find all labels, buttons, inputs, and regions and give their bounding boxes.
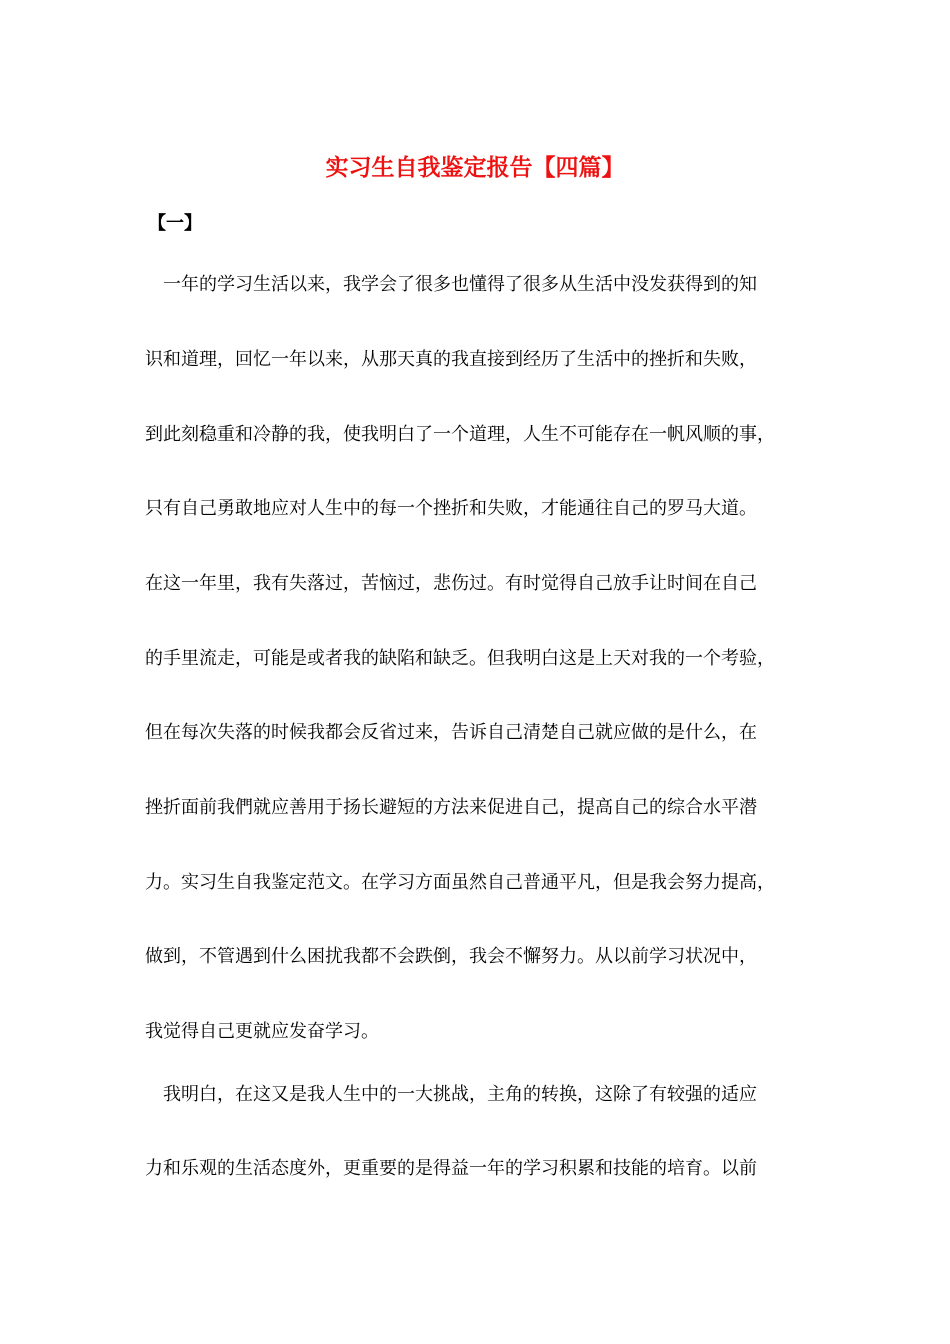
paragraph-line: 但在每次失落的时候我都会反省过来，告诉自己清楚自己就应做的是什么，在 bbox=[145, 722, 757, 743]
paragraph-line: 我明白，在这又是我人生中的一大挑战，主角的转换，这除了有较强的适应 bbox=[163, 1084, 757, 1105]
paragraph-line: 做到，不管遇到什么困扰我都不会跌倒，我会不懈努力。从以前学习状况中， bbox=[145, 946, 757, 967]
paragraph-line: 我觉得自己更就应发奋学习。 bbox=[145, 1021, 379, 1042]
paragraph-line: 在这一年里，我有失落过，苦恼过，悲伤过。有时觉得自己放手让时间在自己 bbox=[145, 573, 757, 594]
paragraph-line: 的手里流走，可能是或者我的缺陷和缺乏。但我明白这是上天对我的一个考验， bbox=[145, 648, 775, 669]
paragraph-line: 到此刻稳重和冷静的我，使我明白了一个道理，人生不可能存在一帆风顺的事， bbox=[145, 424, 775, 445]
paragraph-line: 只有自己勇敢地应对人生中的每一个挫折和失败，才能通往自己的罗马大道。 bbox=[145, 498, 757, 519]
paragraph-line: 一年的学习生活以来，我学会了很多也懂得了很多从生活中没发获得到的知 bbox=[163, 274, 757, 295]
section-heading: 【一】 bbox=[148, 213, 202, 234]
paragraph-line: 力。实习生自我鉴定范文。在学习方面虽然自己普通平凡，但是我会努力提高， bbox=[145, 872, 775, 893]
paragraph-line: 挫折面前我們就应善用于扬长避短的方法来促进自己，提高自己的综合水平潜 bbox=[145, 797, 757, 818]
paragraph-line: 识和道理，回忆一年以来，从那天真的我直接到经历了生活中的挫折和失败， bbox=[145, 349, 757, 370]
document-title: 实习生自我鉴定报告【四篇】 bbox=[325, 154, 625, 181]
paragraph-line: 力和乐观的生活态度外，更重要的是得益一年的学习积累和技能的培育。以前 bbox=[145, 1158, 757, 1179]
